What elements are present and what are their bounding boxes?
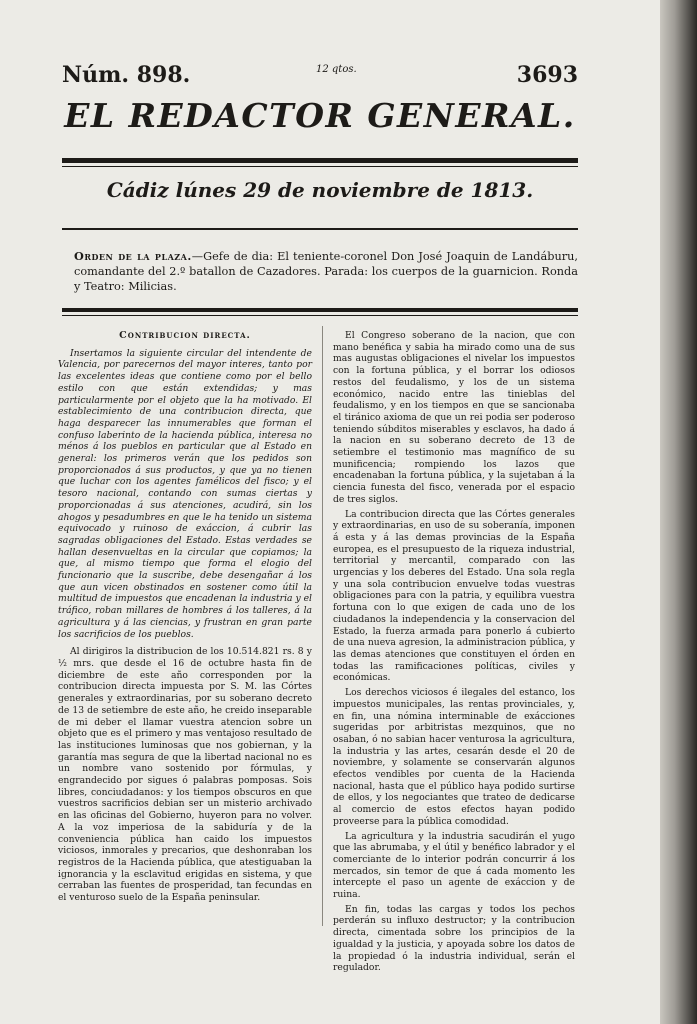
right-paragraph-1: El Congreso soberano de la nacion, que con mano benéfica y sabia ha mirado como una de sus mas augustas obligaciones el nivelar los impuestos con la fortuna pública, y el borrar los odiosos restos del feudalismo, y los de un sistema económico, nacido entre las tinieblas del feudalismo, y en los tiempos en que se sancionaba el tiránico axioma de que un rei podia ser poderoso teniendo súbditos miserables y esclavos, ha dado á la nacion en su soberano decreto de 13 de setiembre el testimonio mas magnífico de su munificencia; rompiendo los lazos que encadenaban la fortuna pública, y la sujetaban á la ciencia funesta del fisco, venerada por el espacio de tres siglos. — [333, 330, 575, 505]
right-paragraph-4: La agricultura y la industria sacudirán el yugo que las abrumaba, y el útil y benéfico labrador y el comerciante de lo interior podrán concurrir á los mercados, sin temor de que á cada momento les intercepte el paso un agente de exáccion y de ruina. — [333, 830, 575, 901]
rule-thick-top — [62, 158, 578, 163]
right-paragraph-2: La contribucion directa que las Córtes generales y extraordinarias, en uso de su soberanía, imponen á esta y á las demas provincias de la España europea, es el presupuesto de la riqueza industrial, territorial y mercantil, comparado con las urgencias y los deberes del Estado. Una sola regla y una sola contribucion envuelve todas vuestras obligaciones para con la patria, y equilibra vuestra fortuna con lo que exigen de cada uno de los ciudadanos la independencia y la conservacion del Estado, la fuerza armada para ponerlo á cubierto de una nueva agresion, la administracion pública, y las demas atenciones que constituyen el órden en todas las ramificaciones políticas, civiles y económicas. — [333, 508, 575, 684]
newspaper-title: EL REDACTOR GENERAL. — [64, 96, 576, 135]
page-edge-shadow — [660, 0, 697, 1024]
intro-paragraph: Insertamos la siguiente circular del intendente de Valencia, por parecernos del mayor interes, tanto por las excelentes ideas que contiene como por el bello estilo con que están extendidas; y mas particularmente por el objeto que la ha motivado. El establecimiento de una contribucion directa, que haga desparecer las innumerables que forman el confuso laberinto de la hacienda pública, interesa no ménos á los pueblos en particular que al Estado en general: los primeros verán que los pedidos son proporcionados á sus productos, y que ya no tienen que luchar con los agentes famélicos del fisco; y el tesoro nacional, contando con sumas ciertas y proporcionadas á sus atenciones, acudirá, sin los ahogos y pesadumbres en que le ha tenido un sistema equivocado y ruinoso de exáccion, á cubrir las sagradas obligaciones del Estado. Estas verdades se hallan desenvueltas en la circular que copiamos; la que, al mismo tiempo que forma el elogio del funcionario que la suscribe, debe desengañar á los que aun vicen obstinados en sostener como útil la multitud de impuestos que encadenan la industria y el tráfico, roban millares de hombres á los talleres, á la agricultura y á las ciencias, y frustran en gran parte los sacrificios de los pueblos. — [58, 347, 312, 640]
rule-thin-top — [62, 166, 578, 167]
page-number: 3693 — [516, 62, 578, 88]
right-paragraph-3: Los derechos viciosos é ilegales del estanco, los impuestos municipales, las rentas provinciales, y, en fin, una nómina interminable de exácciones sugeridas por arbitristas mezquinos, que no osaban, ó no sabian hacer venturosa la agricultura, la industria y las artes, cesarán desde el 20 de noviembre, y solamente se conservarán algunos efectos vendibles por cuenta de la Hacienda nacional, hasta que el público haya podido surtirse de ellos, y los negociantes que trateo de dedicarse al comercio de estos efectos hayan podido proveerse para la pública comodidad. — [333, 687, 575, 827]
orden-text: —Gefe de dia: El teniente-coronel Don José Joaquin de Landáburu, comandante del 2.º batallon de Cazadores. Parada: los cuerpos de la guarnicion. Ronda y Teatro: Milicias. — [74, 250, 578, 293]
rule-thin-mid — [62, 315, 578, 316]
rule-under-date — [62, 228, 578, 230]
left-column — [58, 330, 312, 907]
right-column — [333, 330, 575, 977]
column-divider — [322, 326, 323, 926]
right-paragraph-5: En fin, todas las cargas y todos los pechos perderán su influxo destructor; y la contribucion directa, cimentada sobre los principios de la igualdad y la justicia, y apoyada sobre los datos de la propiedad ó la industria individual, serán el regulador. — [333, 903, 575, 974]
issue-number: Núm. 898. — [62, 62, 191, 88]
issue-price: 12 qtos. — [316, 64, 357, 75]
masthead-top — [62, 62, 578, 94]
orden-de-la-plaza — [74, 249, 578, 294]
issue-date: Cádiz lúnes 29 de noviembre de 1813. — [106, 178, 534, 202]
orden-label: Orden de la plaza. — [74, 249, 192, 263]
rule-thick-mid — [62, 308, 578, 312]
section-heading: Contribucion directa. — [119, 330, 251, 341]
body-paragraph: Al dirigiros la distribucion de los 10.514.821 rs. 8 y ½ mrs. que desde el 16 de octubre hasta fin de diciembre de este año corresponden por la contribucion directa impuesta por S. M. las Córtes generales y extraordinarias, por su soberano decreto de 13 de setiembre de este año, he creido inseparable de mi deber el llamar vuestra atencion sobre un objeto que es el primero y mas ventajoso resultado de las instituciones luminosas que nos gobiernan, y la garantía mas segura de que la libertad nacional no es un nombre vano sostenido por fórmulas, y engrandecido por sigues ó palabras pomposas. Sois libres, conciudadanos: y los tiempos obscuros en que vuestros sacrificios debian ser un misterio archivado en las oficinas del Gobierno, huyeron para no volver. A la voz imperiosa de la sabiduría y de la conveniencia pública han caido los impuestos viciosos, inmorales y precarios, que deshonraban los registros de la Hacienda pública, que atestiguaban la ignorancia y la esclavitud erigidas en sistema, y que cerraban las fuentes de prosperidad, tan fecundas en el venturoso suelo de la España peninsular. — [58, 646, 312, 904]
